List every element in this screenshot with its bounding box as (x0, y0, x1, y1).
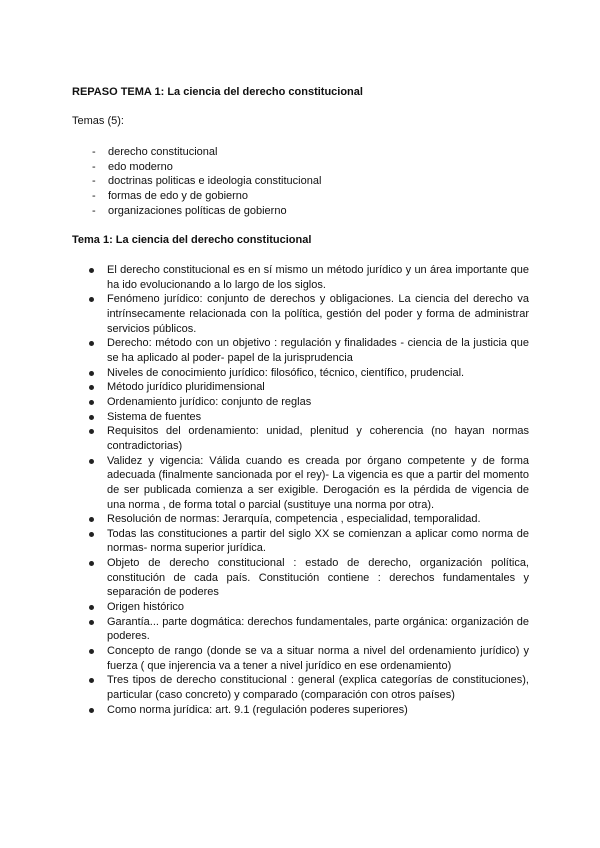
note-text: El derecho constitucional es en sí mismo un método jurídico y un área importante que ha ido evolucionando a lo largo de los siglos. (107, 264, 529, 291)
tema-item (92, 204, 321, 219)
note-item (89, 703, 529, 718)
bullet-icon (89, 371, 94, 376)
bullet-icon (89, 561, 94, 566)
note-text: Concepto de rango (donde se va a situar norma a nivel del ordenamiento jurídico) y fuerza ( que injerencia va a tener a nivel jurídico en ese ordenamiento) (107, 645, 529, 672)
note-item (89, 380, 529, 395)
tema-item (92, 160, 321, 175)
bullet-icon (89, 708, 94, 713)
bullet-icon (89, 297, 94, 302)
note-text: Garantía... parte dogmática: derechos fundamentales, parte orgánica: organización de poderes. (107, 615, 529, 643)
bullet-icon (89, 385, 94, 390)
bullet-icon (89, 341, 94, 346)
note-text: Método jurídico pluridimensional (107, 381, 265, 394)
bullet-icon (89, 268, 94, 273)
tema-text: formas de edo y de gobierno (108, 190, 249, 203)
note-item (89, 615, 529, 644)
tema-item (92, 145, 321, 160)
note-item (89, 644, 529, 673)
bullet-icon (89, 415, 94, 420)
note-item (89, 366, 529, 381)
note-text: Fenómeno jurídico: conjunto de derechos y obligaciones. La ciencia del derecho va intrínsecamente relacionada con la política, gestión del poder y forma de administrar servicios públicos. (107, 293, 529, 335)
note-text: Ordenamiento jurídico: conjunto de reglas (107, 395, 312, 408)
note-text: Sistema de fuentes (107, 410, 202, 423)
dash-marker: - (92, 175, 96, 188)
bullet-icon (89, 620, 94, 625)
bullet-icon (89, 678, 94, 683)
bullet-icon (89, 459, 94, 464)
note-item (89, 410, 529, 425)
dash-marker: - (92, 190, 96, 203)
note-item (89, 673, 529, 702)
bullet-icon (89, 400, 94, 405)
note-item (89, 600, 529, 615)
temas-label: Temas (5): (72, 115, 124, 127)
note-item (89, 424, 529, 453)
note-text: Origen histórico (107, 601, 185, 614)
bullet-icon (89, 649, 94, 654)
bullet-icon (89, 605, 94, 610)
note-item (89, 263, 529, 292)
tema-text: derecho constitucional (108, 146, 218, 158)
note-text: Resolución de normas: Jerarquía, competencia , especialidad, temporalidad. (107, 513, 481, 526)
note-text: Tres tipos de derecho constitucional : general (explica categorías de constituciones), particular (caso concreto) y comparado (comparación con otros países) (107, 674, 529, 702)
note-item (89, 336, 529, 365)
dash-marker: - (92, 146, 96, 158)
temas-list (92, 145, 321, 219)
tema-item (92, 174, 321, 189)
bullet-icon (89, 532, 94, 537)
note-item (89, 556, 529, 600)
note-item (89, 395, 529, 410)
section-heading: Tema 1: La ciencia del derecho constitucional (72, 234, 312, 246)
dash-marker: - (92, 204, 96, 217)
note-item (89, 292, 529, 336)
tema-item (92, 189, 321, 204)
bullet-icon (89, 517, 94, 522)
note-text: Niveles de conocimiento jurídico: filosófico, técnico, científico, prudencial. (107, 366, 465, 379)
note-text: Como norma jurídica: art. 9.1 (regulación poderes superiores) (107, 703, 408, 716)
tema-text: doctrinas politicas e ideologia constitucional (108, 175, 322, 188)
note-text: Requisitos del ordenamiento: unidad, plenitud y coherencia (no hayan normas contradictorias) (107, 425, 529, 452)
note-item (89, 454, 529, 513)
tema-text: edo moderno (108, 160, 173, 173)
note-text: Todas las constituciones a partir del siglo XX se comienzan a aplicar como norma de normas- norma superior jurídica. (107, 527, 529, 555)
note-item (89, 512, 529, 527)
document-title: REPASO TEMA 1: La ciencia del derecho constitucional (72, 86, 363, 98)
note-text: Derecho: método con un objetivo : regulación y finalidades - ciencia de la justicia que se ha aplicado al poder- papel de la jurisprudencia (107, 337, 529, 364)
dash-marker: - (92, 160, 96, 173)
note-text: Objeto de derecho constitucional : estado de derecho, organización política, constitución de cada país. Constitución contiene : derechos fundamentales y separación de poderes (107, 557, 529, 599)
note-item (89, 527, 529, 556)
bullet-icon (89, 429, 94, 434)
note-text: Validez y vigencia: Válida cuando es creada por órgano competente y de forma adecuada (finalmente sancionada por el rey)- La vigencia es que a partir del momento de ser publicada comienza a ser exigible. Derogación es la pérdida de vigencia de una norma , de forma total o parcial (sustituye una norma por otra). (107, 454, 529, 511)
tema-text: organizaciones políticas de gobierno (108, 204, 287, 217)
notes-list (89, 263, 529, 717)
